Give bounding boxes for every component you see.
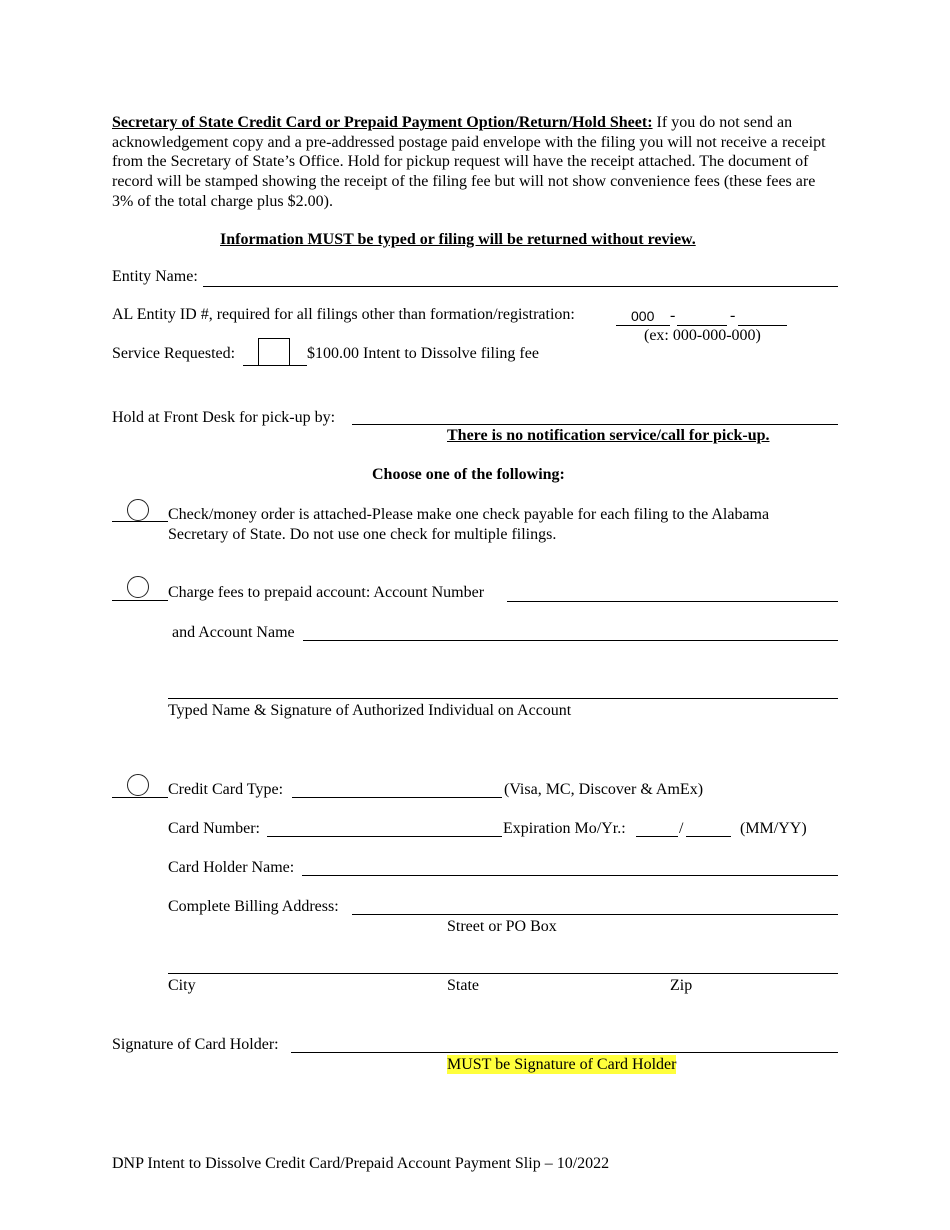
card-holder-signature-field[interactable] xyxy=(291,1034,838,1053)
hold-pickup-field[interactable] xyxy=(352,406,838,425)
typed-notice: Information MUST be typed or filing will be returned without review. xyxy=(220,231,696,248)
signature-note: MUST be Signature of Card Holder xyxy=(447,1056,677,1073)
state-label: State xyxy=(447,977,479,994)
expiration-label: Expiration Mo/Yr.: xyxy=(503,820,626,837)
entity-name-label: Entity Name: xyxy=(112,268,198,285)
card-type-hint: (Visa, MC, Discover & AmEx) xyxy=(504,781,704,798)
account-name-field[interactable] xyxy=(303,622,838,641)
card-number-label: Card Number: xyxy=(168,820,260,837)
entity-name-field[interactable] xyxy=(203,268,838,287)
entity-id-part3-field[interactable] xyxy=(738,307,787,326)
expiration-hint: (MM/YY) xyxy=(740,820,807,837)
street-label: Street or PO Box xyxy=(447,918,557,935)
card-type-field[interactable] xyxy=(292,779,502,798)
card-number-field[interactable] xyxy=(267,818,502,837)
intro-text: If you do not send an acknowledgement copy and a pre-addressed postage paid envelope with the filing you will not receive a receipt from the Secretary of State’s Office. Hold for pickup request will have the receipt attached. The document of record will be stamped showing the receipt of the filing fee but will not show convenience fees (these fees are 3% of the total charge plus $2.00). xyxy=(112,114,826,210)
entity-id-dash-1: - xyxy=(670,307,676,324)
service-fee-text: $100.00 Intent to Dissolve filing fee xyxy=(307,345,539,362)
hold-label: Hold at Front Desk for pick-up by: xyxy=(112,409,336,426)
service-requested-label: Service Requested: xyxy=(112,345,236,362)
entity-id-label: AL Entity ID #, required for all filings other than formation/registration: xyxy=(112,306,575,323)
account-number-field[interactable] xyxy=(507,583,838,602)
expiration-month-field[interactable] xyxy=(636,818,678,837)
billing-street-field[interactable] xyxy=(352,896,838,915)
account-number-label: Charge fees to prepaid account: Account Number xyxy=(168,584,485,601)
service-checkbox[interactable] xyxy=(258,338,290,366)
entity-id-part1-value: 000 xyxy=(631,308,655,324)
city-label: City xyxy=(168,977,196,994)
hold-note: There is no notification service/call for pick-up. xyxy=(447,427,770,444)
intro-heading: Secretary of State Credit Card or Prepaid Payment Option/Return/Hold Sheet: xyxy=(112,114,653,131)
card-holder-signature-label: Signature of Card Holder: xyxy=(112,1036,279,1053)
check-option-radio[interactable] xyxy=(127,499,149,521)
card-holder-label: Card Holder Name: xyxy=(168,859,295,876)
card-option-underline xyxy=(112,797,168,798)
authorized-signature-field[interactable] xyxy=(168,680,838,699)
expiration-slash: / xyxy=(679,820,684,837)
choose-heading: Choose one of the following: xyxy=(372,466,565,483)
card-option-radio[interactable] xyxy=(127,774,149,796)
intro-paragraph xyxy=(112,113,834,212)
prepaid-option-underline xyxy=(112,600,168,601)
check-option-underline xyxy=(112,521,168,522)
billing-address-label: Complete Billing Address: xyxy=(168,898,339,915)
card-type-label: Credit Card Type: xyxy=(168,781,284,798)
prepaid-option-radio[interactable] xyxy=(127,576,149,598)
expiration-year-field[interactable] xyxy=(686,818,731,837)
check-option-line2: Secretary of State. Do not use one check for multiple filings. xyxy=(168,526,557,543)
check-option-line1: Check/money order is attached-Please make one check payable for each filing to the Alabama xyxy=(168,506,770,523)
card-holder-field[interactable] xyxy=(302,857,838,876)
entity-id-example: (ex: 000-000-000) xyxy=(644,327,761,344)
billing-city-state-zip-field[interactable] xyxy=(168,955,838,974)
entity-id-dash-2: - xyxy=(730,307,736,324)
footer-text: DNP Intent to Dissolve Credit Card/Prepaid Account Payment Slip – 10/2022 xyxy=(112,1155,610,1172)
zip-label: Zip xyxy=(670,977,693,994)
authorized-signature-label: Typed Name & Signature of Authorized Individual on Account xyxy=(168,702,572,719)
account-name-label: and Account Name xyxy=(172,624,295,641)
entity-id-part2-field[interactable] xyxy=(677,307,727,326)
